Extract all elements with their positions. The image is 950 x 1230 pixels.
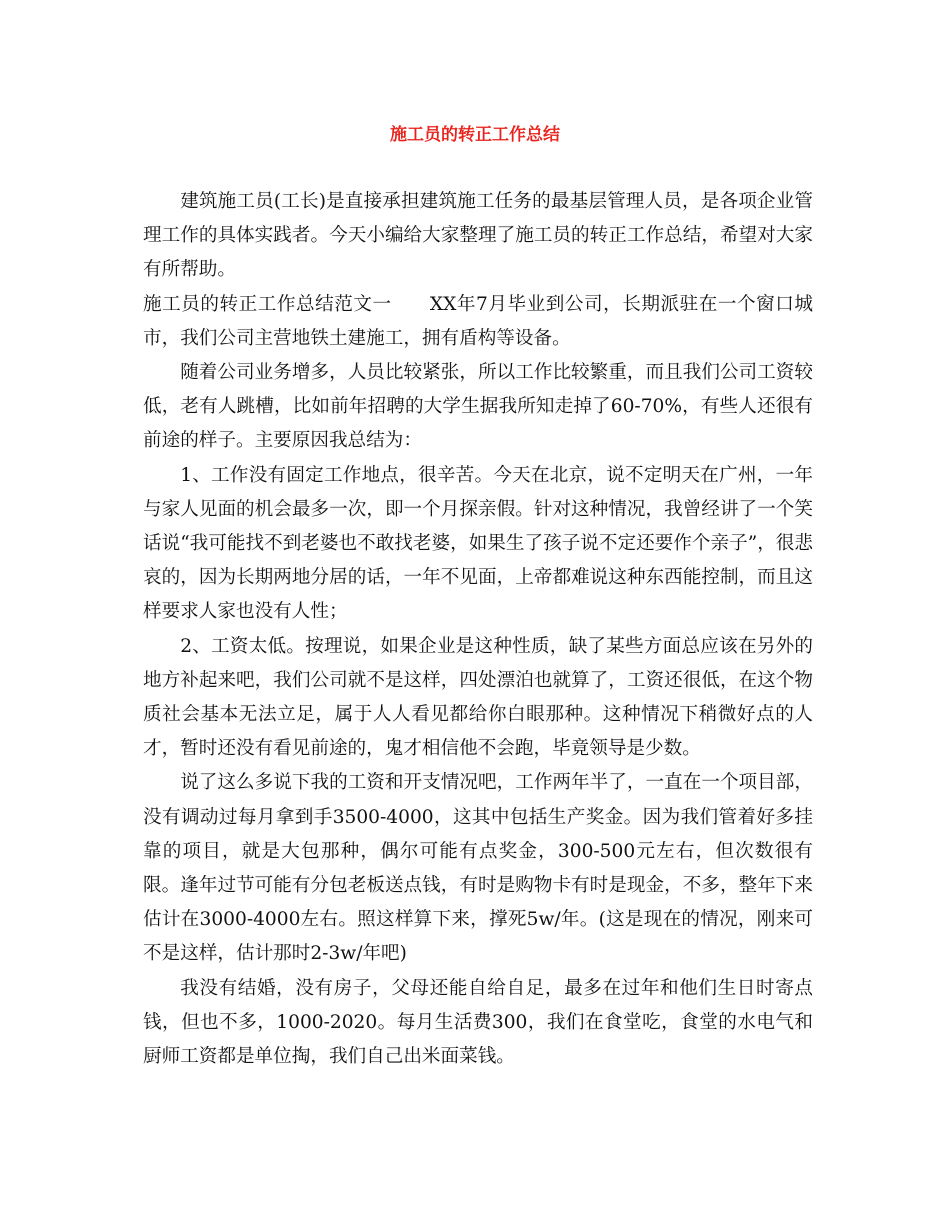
document-title: 施工员的转正工作总结 (390, 125, 560, 145)
paragraph-intro: 建筑施工员(工长)是直接承担建筑施工任务的最基层管理人员，是各项企业管理工作的具体实践者。今天小编给大家整理了施工员的转正工作总结，希望对大家有所帮助。 (143, 191, 813, 281)
paragraph-expenses: 我没有结婚，没有房子，父母还能自给自足，最多在过年和他们生日时寄点钱，但也不多，1000-2020。每月生活费300，我们在食堂吃，食堂的水电气和厨师工资都是单位掏，我们自己出米面菜钱。 (143, 977, 813, 1068)
paragraph-sample-heading: 施工员的转正工作总结范文一 XX年7月毕业到公司，长期派驻在一个窗口城市，我们公司主营地铁土建施工，拥有盾构等设备。 (143, 293, 813, 349)
paragraph-reason-1: 1、工作没有固定工作地点，很辛苦。今天在北京，说不定明天在广州，一年与家人见面的机会最多一次，即一个月探亲假。针对这种情况，我曾经讲了一个笑话说“我可能找不到老婆也不敢找老婆，如果生了孩子说不定还要作个亲子”，很悲哀的，因为长期两地分居的话，一年不见面，上帝都难说这种东西能控制，而且这样要求人家也没有人性； (143, 464, 813, 623)
paragraph-reason-2: 2、工资太低。按理说，如果企业是这种性质，缺了某些方面总应该在另外的地方补起来吧，我们公司就不是这样，四处漂泊也就算了，工资还很低，在这个物质社会基本无法立足，属于人人看见都给你白眼那种。这种情况下稍微好点的人才，暂时还没有看见前途的，鬼才相信他不会跑，毕竟领导是少数。 (143, 635, 813, 760)
document-body (143, 185, 813, 1074)
paragraph-salary: 说了这么多说下我的工资和开支情况吧，工作两年半了，一直在一个项目部，没有调动过每月拿到手3500-4000，这其中包括生产奖金。因为我们管着好多挂靠的项目，就是大包那种，偶尔可能有点奖金，300-500元左右，但次数很有限。逢年过节可能有分包老板送点钱，有时是购物卡有时是现金，不多，整年下来估计在3000-4000左右。照这样算下来，撑死5w/年。(这是现在的情况，刚来可不是这样，估计那时2-3w/年吧) (143, 772, 813, 965)
paragraph-background: 随着公司业务增多，人员比较紧张，所以工作比较繁重，而且我们公司工资较低，老有人跳槽，比如前年招聘的大学生据我所知走掉了60-70%，有些人还很有前途的样子。主要原因我总结为： (143, 362, 813, 452)
